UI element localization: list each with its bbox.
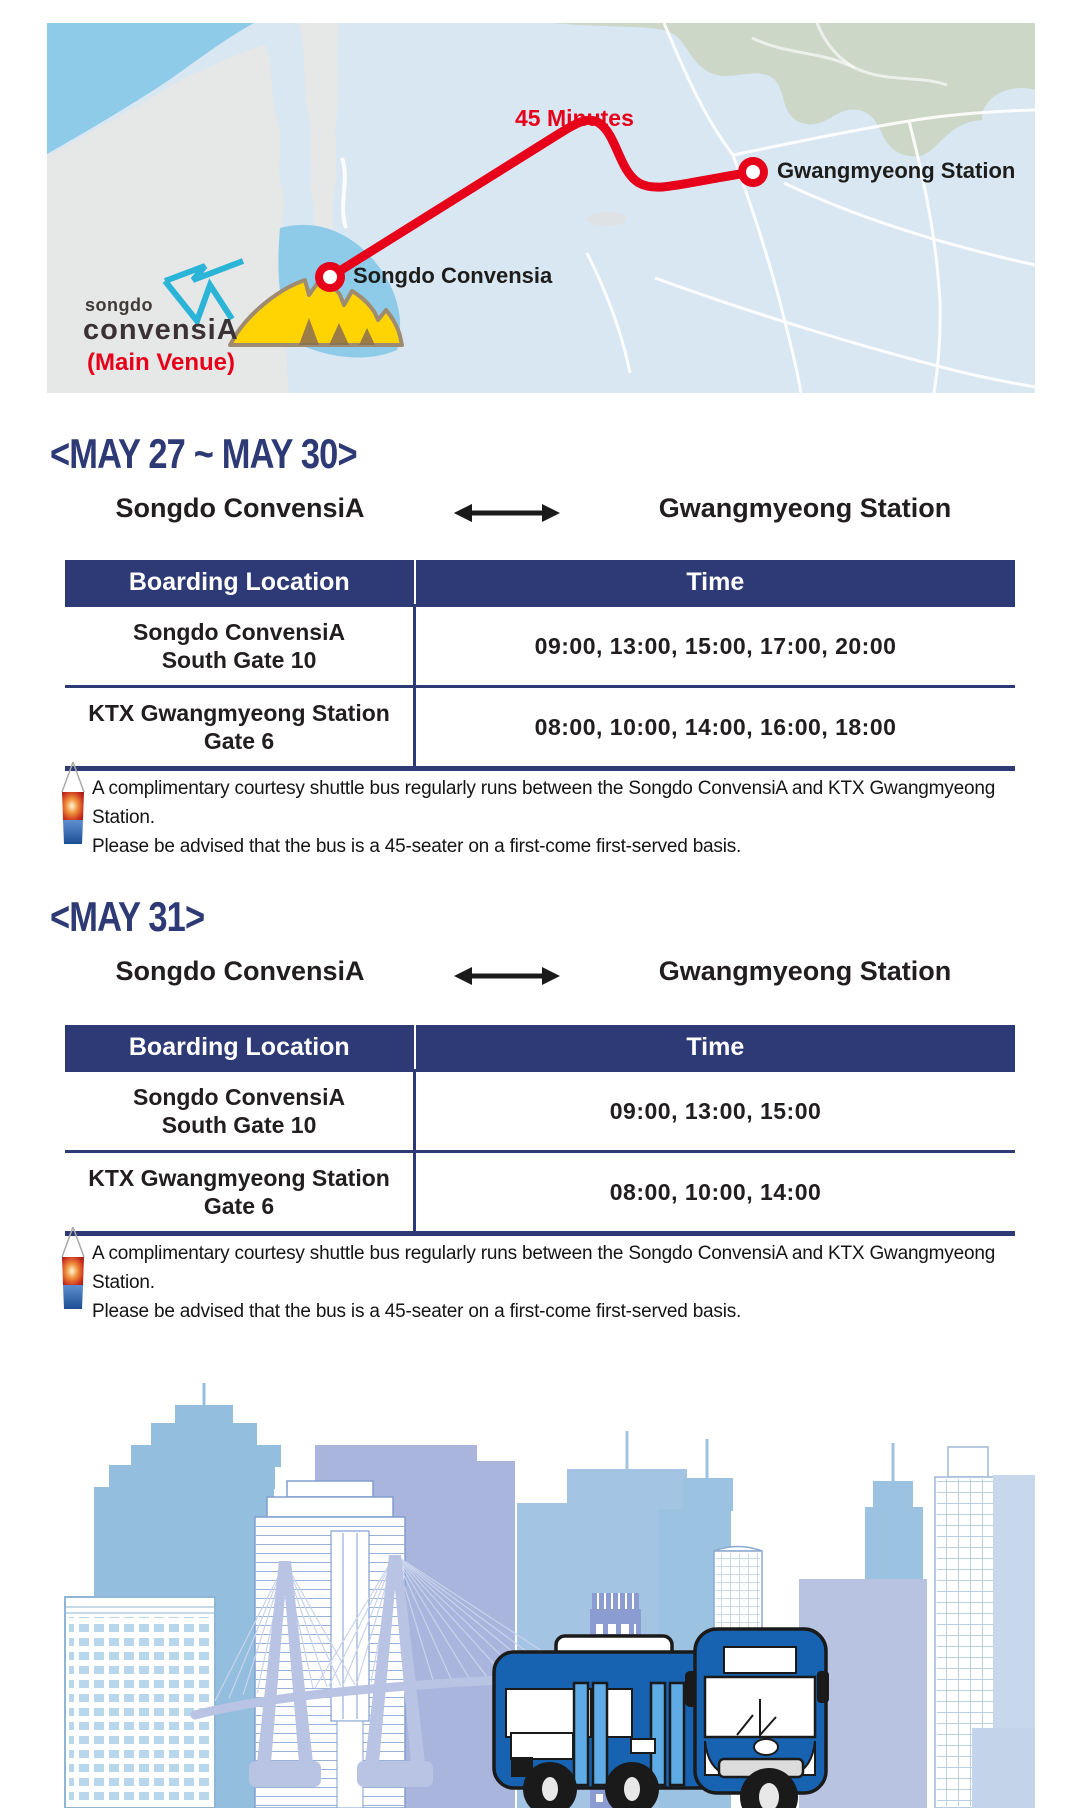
shuttle-note-1: [58, 760, 1048, 857]
shuttle-bus-illustration: [494, 1629, 829, 1808]
time-cell: 09:00, 13:00, 15:00: [415, 1071, 1015, 1152]
route-to-label-1: Gwangmyeong Station: [658, 493, 952, 523]
destination-marker: [738, 157, 768, 187]
section-title-may31: <MAY 31>: [50, 893, 205, 940]
route-to-label-2: Gwangmyeong Station: [658, 956, 952, 986]
lantern-icon: [58, 760, 88, 848]
destination-label: Gwangmyeong Station: [777, 158, 1016, 183]
col-header-boarding-location: Boarding Location: [65, 560, 415, 606]
table-row: [65, 1071, 1015, 1152]
schedule-table-may31: [65, 1025, 1015, 1236]
route-map: [47, 23, 1035, 393]
lantern-icon: [58, 1225, 88, 1313]
table-row: [65, 687, 1015, 769]
note-text: A complimentary courtesy shuttle bus regularly runs between the Songdo ConvensiA and KTX Gwangmyeong Station. Please be advised that the bus is a 45-seater on a first-come first-served basis.: [92, 1243, 996, 1322]
table-header-row: [65, 1025, 1015, 1071]
shuttle-note-2: [58, 1225, 1048, 1322]
route-from-label-2: Songdo ConvensiA: [115, 956, 365, 986]
route-duration-label: 45 Minutes: [515, 105, 634, 131]
note-text: A complimentary courtesy shuttle bus regularly runs between the Songdo ConvensiA and KTX Gwangmyeong Station. Please be advised that the bus is a 45-seater on a first-come first-served basis.: [92, 778, 996, 857]
schedule-table-may27-30: [65, 560, 1015, 771]
boarding-location-cell: Songdo ConvensiA South Gate 10: [65, 1071, 415, 1152]
boarding-location-cell: KTX Gwangmyeong Station Gate 6: [65, 1152, 415, 1234]
time-cell: 08:00, 10:00, 14:00, 16:00, 18:00: [415, 687, 1015, 769]
main-venue-label: (Main Venue): [87, 349, 236, 376]
city-skyline-illustration: [47, 1383, 1035, 1808]
time-cell: 09:00, 13:00, 15:00, 17:00, 20:00: [415, 606, 1015, 687]
double-arrow-icon: [452, 961, 562, 991]
building-window-grid-left: [65, 1597, 215, 1808]
time-cell: 08:00, 10:00, 14:00: [415, 1152, 1015, 1234]
table-row: [65, 606, 1015, 687]
table-header-row: [65, 560, 1015, 606]
logo-text-songdo: songdo: [85, 295, 153, 315]
bus-logo-oval: [754, 1739, 778, 1755]
section-title-may27-30: <MAY 27 ~ MAY 30>: [50, 430, 357, 477]
logo-text-convensia: convensiA: [83, 314, 239, 346]
map-island: [587, 212, 627, 226]
boarding-location-cell: KTX Gwangmyeong Station Gate 6: [65, 687, 415, 769]
origin-marker: [315, 262, 345, 292]
route-from-label-1: Songdo ConvensiA: [115, 493, 365, 523]
bus-route-sign: [724, 1647, 796, 1673]
col-header-time: Time: [415, 560, 1015, 606]
table-row: [65, 1152, 1015, 1234]
bus-mirror: [817, 1671, 829, 1703]
double-arrow-icon: [452, 498, 562, 528]
col-header-time: Time: [415, 1025, 1015, 1071]
col-header-boarding-location: Boarding Location: [65, 1025, 415, 1071]
origin-label: Songdo Convensia: [353, 263, 553, 288]
boarding-location-cell: Songdo ConvensiA South Gate 10: [65, 606, 415, 687]
